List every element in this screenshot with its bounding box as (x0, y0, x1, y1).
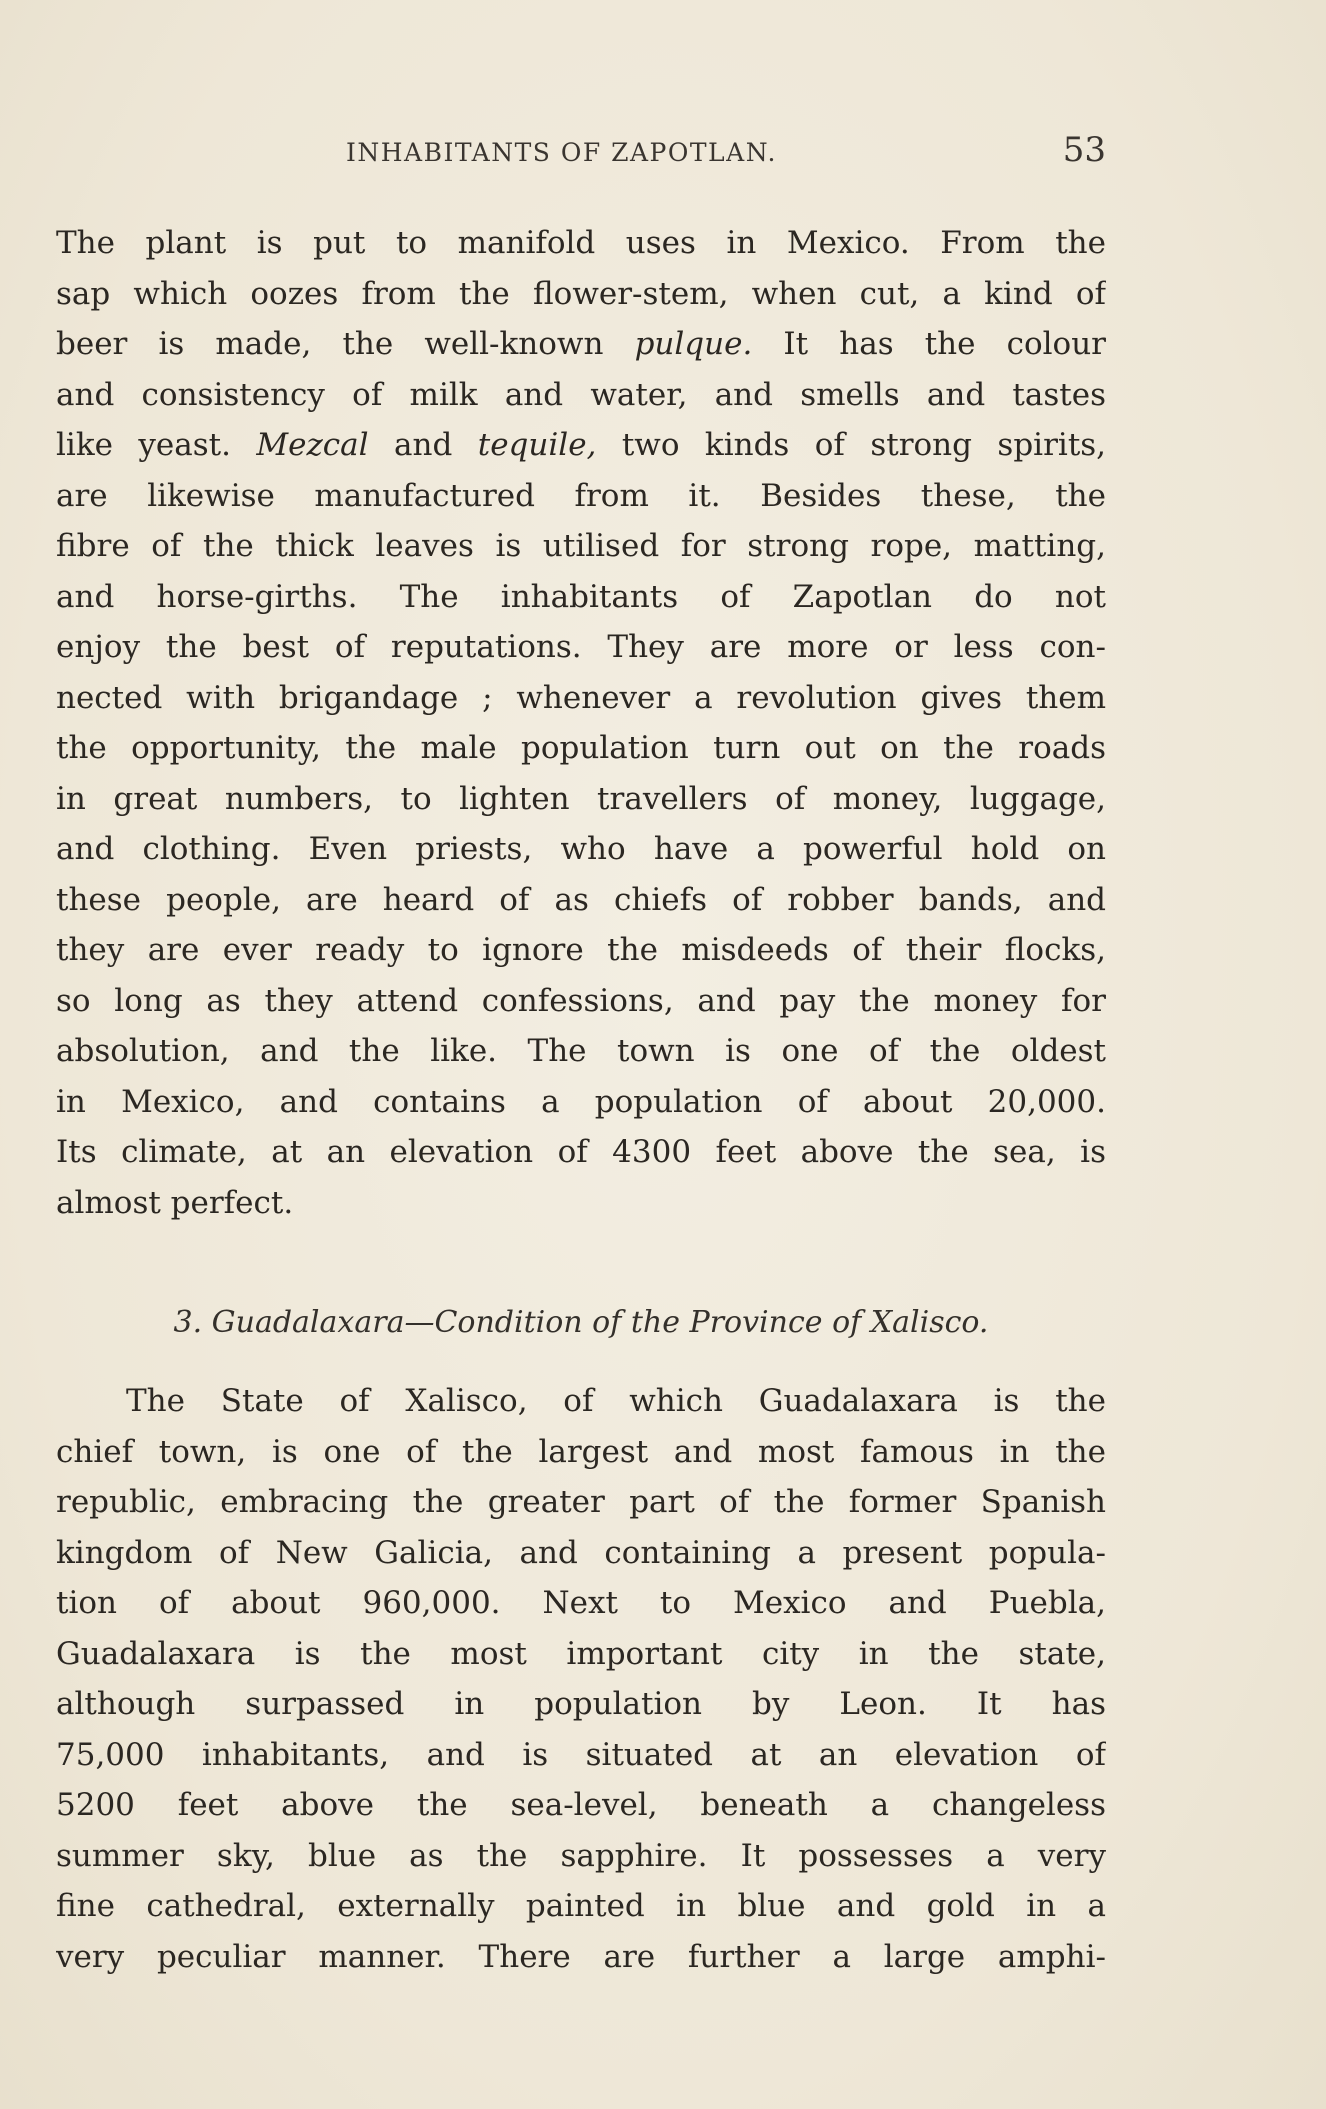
text-segment: beer is made, the well-known (56, 326, 604, 362)
text-line: The plant is put to manifold uses in Mexico. From the (56, 225, 1106, 261)
text-line: fibre of the thick leaves is utilised for strong rope, matting, (56, 528, 1106, 564)
text-line: so long as they attend confessions, and pay the money for (56, 982, 1106, 1019)
text-line: enjoy the best of reputations. They are more or less con- (56, 629, 1106, 665)
text-line: tion of about 960,000. Next to Mexico and Puebla, (56, 1585, 1106, 1621)
italic-term-pulque: pulque. (634, 326, 753, 362)
page-number: 53 (1062, 130, 1106, 170)
text-line: in Mexico, and contains a population of about 20,000. (56, 1083, 1106, 1120)
text-line: and clothing. Even priests, who have a powerful hold on (56, 831, 1106, 867)
running-head (56, 130, 1106, 180)
text-line: republic, embracing the greater part of the former Spanish (56, 1484, 1106, 1520)
text-line: very peculiar manner. There are further a large amphi- (56, 1938, 1106, 1975)
text-line (56, 319, 1106, 370)
text-line: Guadalaxara is the most important city in the state, (56, 1635, 1106, 1672)
text-line: they are ever ready to ignore the misdeeds of their flocks, (56, 932, 1106, 968)
text-line: kingdom of New Galicia, and containing a present popula- (56, 1534, 1106, 1571)
text-line: the opportunity, the male population turn out on the roads (56, 730, 1106, 766)
text-segment: like yeast. (56, 427, 231, 463)
text-line: and horse-girths. The inhabitants of Zapotlan do not (56, 578, 1106, 615)
text-line: are likewise manufactured from it. Besides these, the (56, 477, 1106, 514)
italic-term-tequile: tequile, (477, 427, 597, 463)
text-line: absolution, and the like. The town is one of the oldest (56, 1033, 1106, 1069)
text-line (56, 420, 1106, 471)
text-segment: and (394, 427, 453, 463)
text-line: 75,000 inhabitants, and is situated at an elevation of (56, 1736, 1106, 1773)
text-line: chief town, is one of the largest and most famous in the (56, 1433, 1106, 1470)
text-segment: It has the colour (783, 326, 1106, 362)
text-line: 5200 feet above the sea-level, beneath a changeless (56, 1787, 1106, 1823)
text-line: summer sky, blue as the sapphire. It possesses a very (56, 1837, 1106, 1874)
text-line: Its climate, at an elevation of 4300 feet above the sea, is (56, 1134, 1106, 1170)
text-line: and consistency of milk and water, and smells and tastes (56, 376, 1106, 413)
text-line: these people, are heard of as chiefs of robber bands, and (56, 881, 1106, 918)
running-title: INHABITANTS OF ZAPOTLAN. (346, 138, 777, 167)
text-line: nected with brigandage ; whenever a revolution gives them (56, 679, 1106, 716)
italic-term-mezcal: Mezcal (256, 427, 369, 463)
text-line: The State of Xalisco, of which Guadalaxara is the (126, 1383, 1106, 1419)
text-segment: two kinds of strong spirits, (621, 427, 1106, 463)
paragraph-2 (56, 1376, 1106, 1982)
text-line: sap which oozes from the flower-stem, when cut, a kind of (56, 275, 1106, 312)
text-line: fine cathedral, externally painted in blue and gold in a (56, 1888, 1106, 1924)
text-line: in great numbers, to lighten travellers of money, luggage, (56, 780, 1106, 817)
text-line: although surpassed in population by Leon. It has (56, 1686, 1106, 1722)
paragraph-1 (56, 218, 1106, 1228)
text-line: almost perfect. (56, 1184, 294, 1221)
section-heading: 3. Guadalaxara—Condition of the Province of Xalisco. (173, 1305, 989, 1340)
